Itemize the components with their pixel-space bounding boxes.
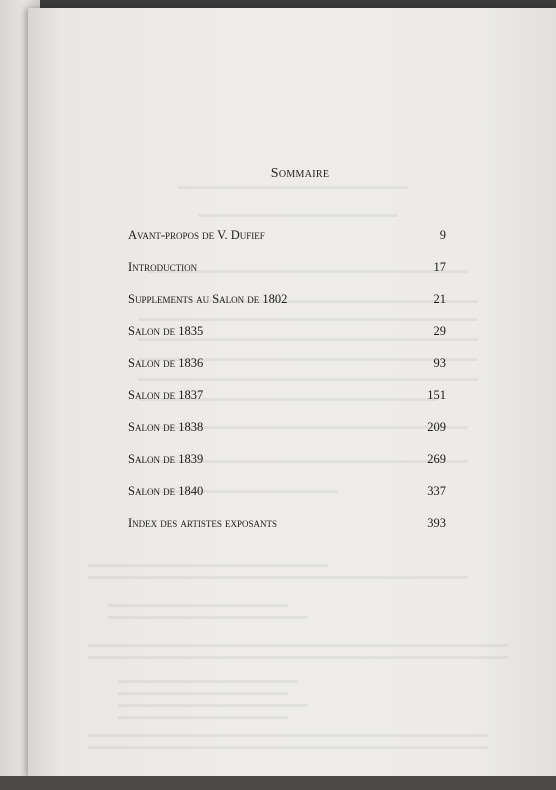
toc-entry [128, 420, 446, 452]
toc-entry-label: Supplements au Salon de 1802 [128, 292, 288, 306]
toc-entry-label: Salon de 1835 [128, 324, 204, 338]
toc-entry [128, 484, 446, 516]
toc-entry [128, 228, 446, 260]
toc-entry-label: Salon de 1840 [128, 484, 204, 498]
toc-entry-page: 209 [427, 420, 446, 434]
table-of-contents [128, 228, 446, 548]
toc-entry [128, 452, 446, 484]
toc-entry [128, 388, 446, 420]
toc-entry-label: Salon de 1837 [128, 388, 204, 402]
toc-entry-page: 17 [433, 260, 446, 274]
toc-entry-page: 9 [439, 228, 446, 242]
toc-entry-label: Salon de 1839 [128, 452, 204, 466]
toc-entry [128, 292, 446, 324]
bottom-shadow [0, 776, 556, 790]
toc-entry-page: 21 [433, 292, 446, 306]
toc-entry [128, 356, 446, 388]
toc-entry-page: 337 [427, 484, 446, 498]
toc-entry [128, 324, 446, 356]
toc-entry-label: Avant-propos de V. Dufief [128, 228, 265, 242]
toc-entry-page: 93 [433, 356, 446, 370]
toc-entry-label: Index des artistes exposants [128, 516, 278, 530]
toc-entry-page: 151 [427, 388, 446, 402]
toc-entry-page: 29 [433, 324, 446, 338]
toc-entry [128, 516, 446, 548]
toc-entry-page: 393 [427, 516, 446, 530]
toc-entry-page: 269 [427, 452, 446, 466]
toc-entry-label: Salon de 1838 [128, 420, 204, 434]
toc-entry-label: Salon de 1836 [128, 356, 204, 370]
toc-entry [128, 260, 446, 292]
toc-entry-label: Introduction [128, 260, 198, 274]
toc-title: Sommaire [270, 166, 330, 181]
